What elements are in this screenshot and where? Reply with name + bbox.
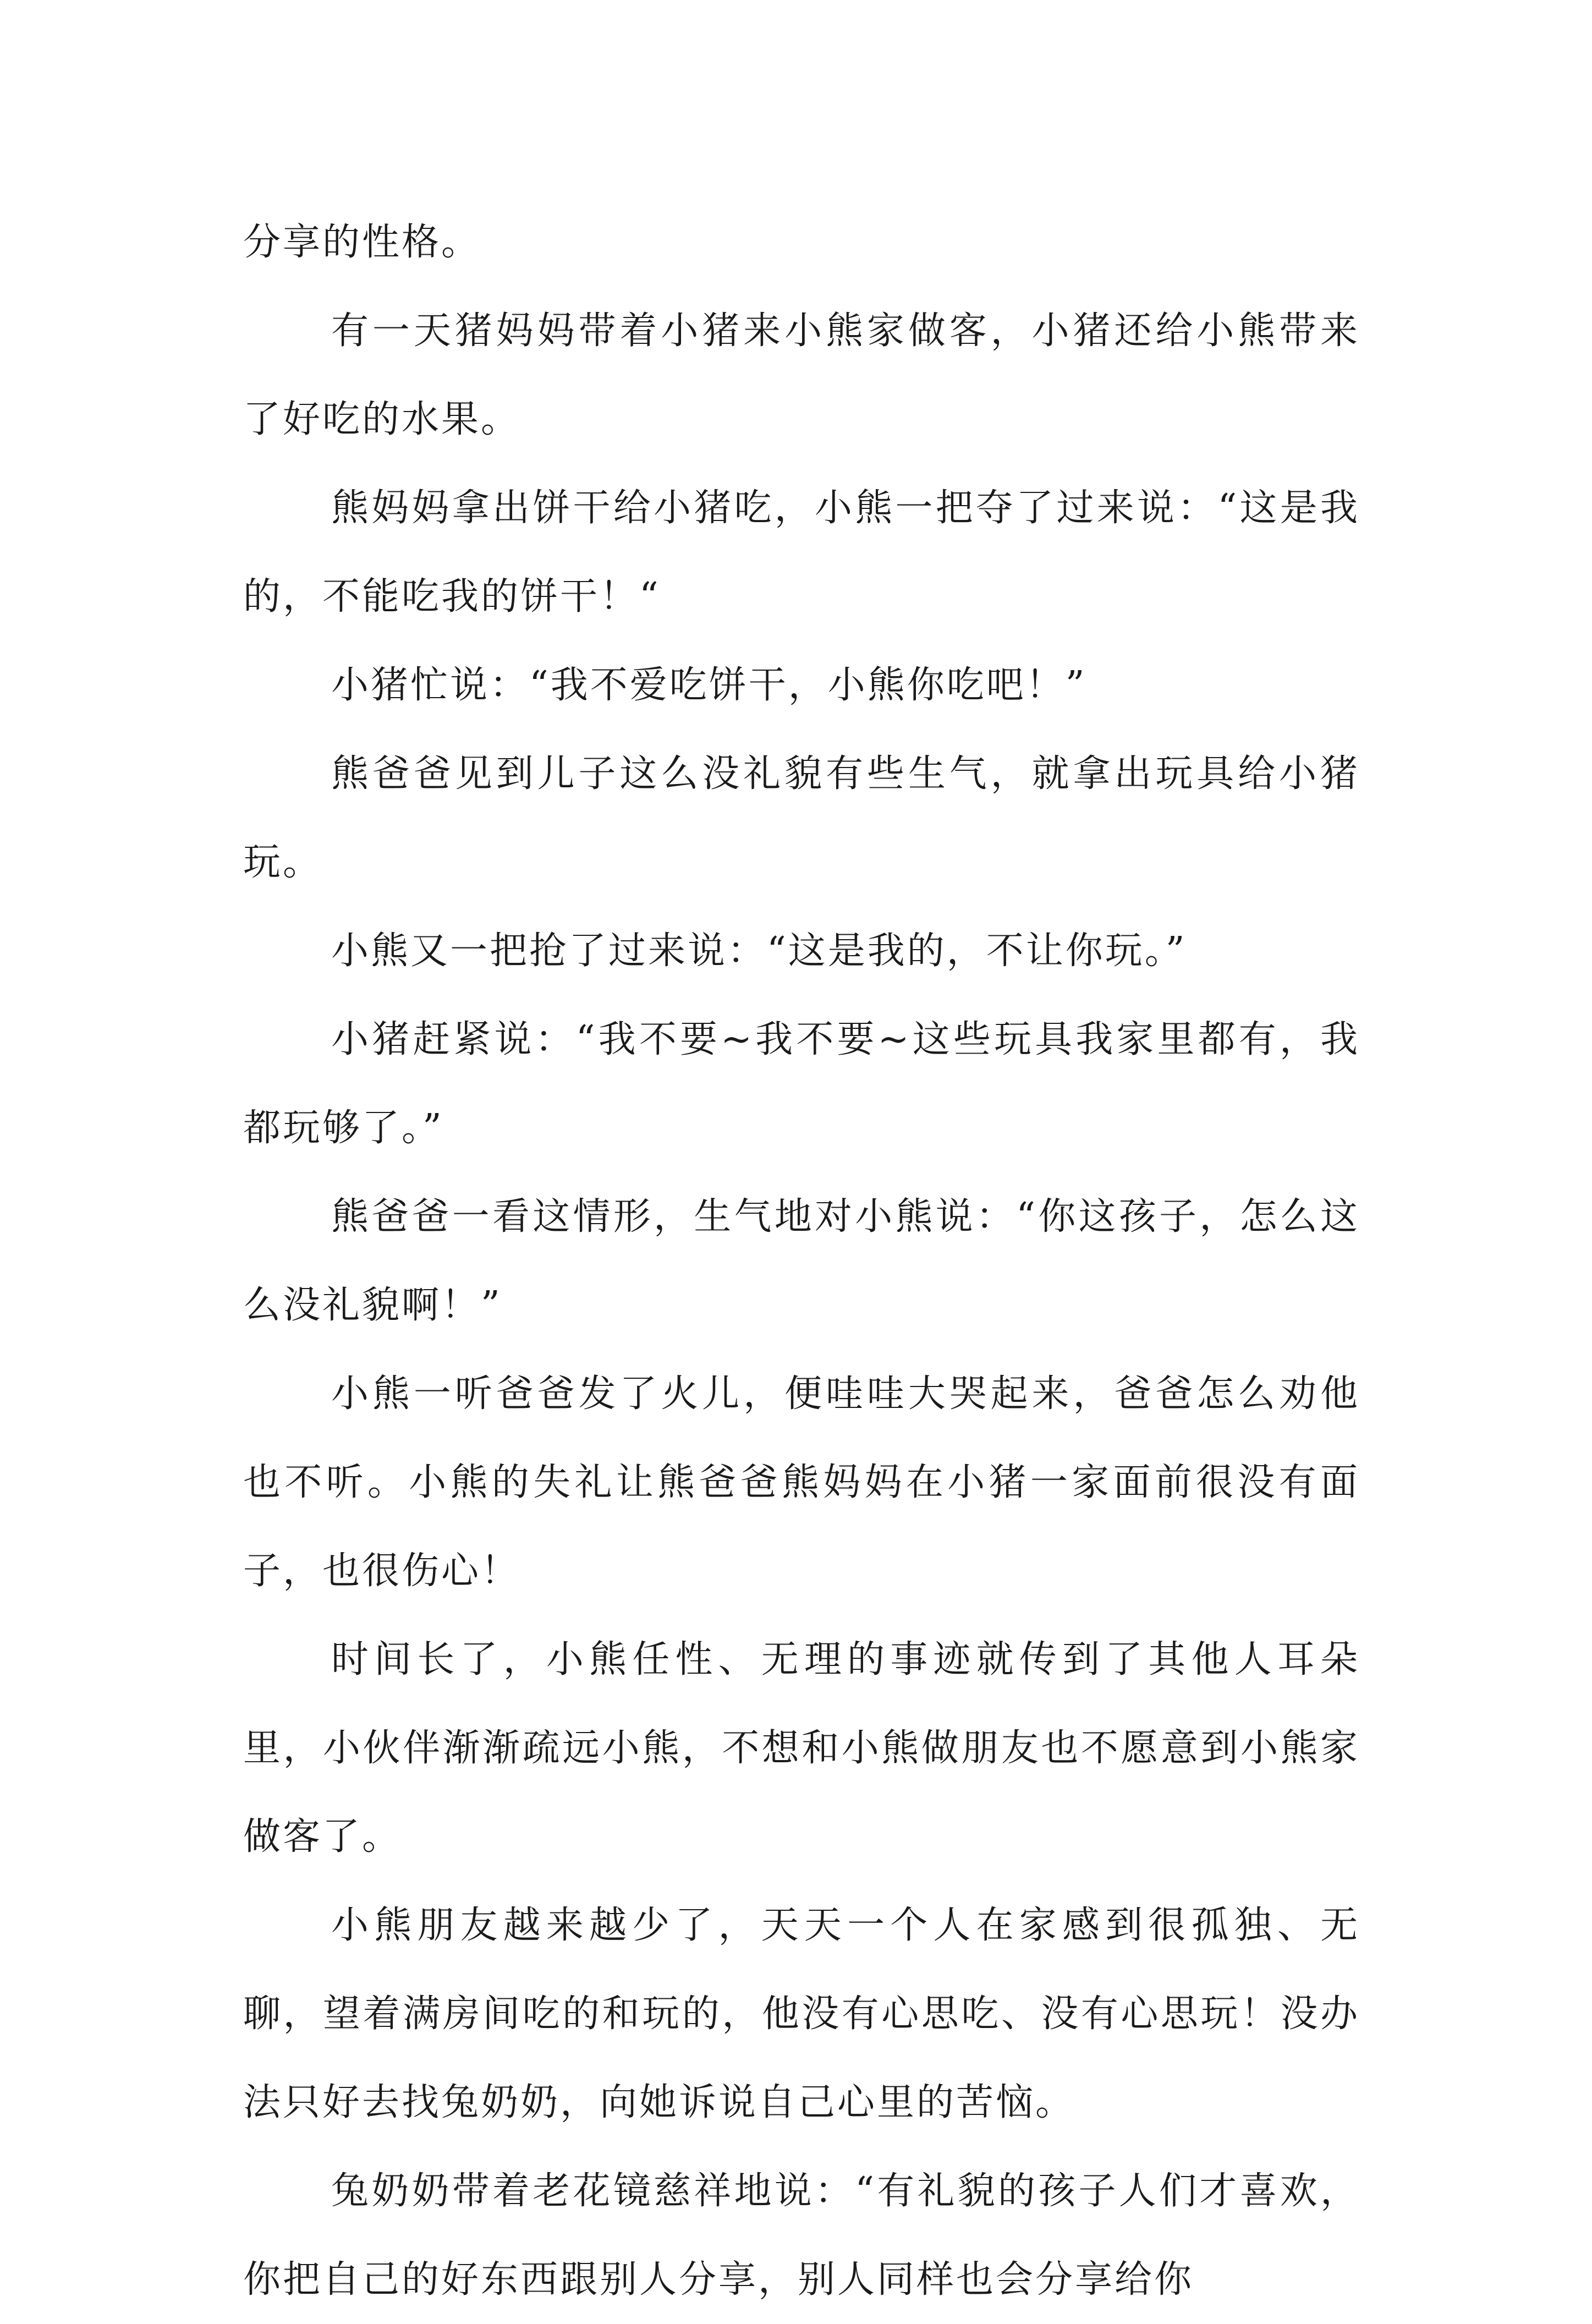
paragraph: 熊爸爸一看这情形，生气地对小熊说：“你这孩子，怎么这么没礼貌啊！” [243, 1195, 1360, 1327]
paragraph: 小熊又一把抢了过来说：“这是我的，不让你玩。” [331, 929, 1187, 973]
paragraph: 小猪赶紧说：“我不要~我不要~这些玩具我家里都有，我都玩够了。” [243, 1018, 1360, 1150]
paragraph: 兔奶奶带着老花镜慈祥地说：“有礼貌的孩子人们才喜欢，你把自己的好东西跟别人分享，别人同样也会分享给你 [243, 2169, 1360, 2301]
paragraph: 小熊朋友越来越少了，天天一个人在家感到很孤独、无聊，望着满房间吃的和玩的，他没有心思吃、没有心思玩！没办法只好去找兔奶奶，向她诉说自己心里的苦恼。 [243, 1904, 1360, 2124]
paragraph: 有一天猪妈妈带着小猪来小熊家做客，小猪还给小熊带来了好吃的水果。 [243, 309, 1360, 441]
paragraph: 时间长了，小熊任性、无理的事迹就传到了其他人耳朵里，小伙伴渐渐疏远小熊，不想和小熊做朋友也不愿意到小熊家做客了。 [243, 1638, 1360, 1859]
paragraph: 熊妈妈拿出饼干给小猪吃，小熊一把夺了过来说：“这是我的，不能吃我的饼干！“ [243, 486, 1360, 618]
story-text [243, 198, 1360, 2324]
paragraph: 小熊一听爸爸发了火儿，便哇哇大哭起来，爸爸怎么劝他也不听。小熊的失礼让熊爸爸熊妈妈在小猪一家面前很没有面子，也很伤心！ [243, 1372, 1360, 1593]
paragraph: 熊爸爸见到儿子这么没礼貌有些生气，就拿出玩具给小猪玩。 [243, 752, 1360, 884]
paragraph: 小猪忙说：“我不爱吃饼干，小熊你吃吧！” [331, 664, 1087, 707]
paragraph: 分享的性格。 [243, 221, 481, 264]
